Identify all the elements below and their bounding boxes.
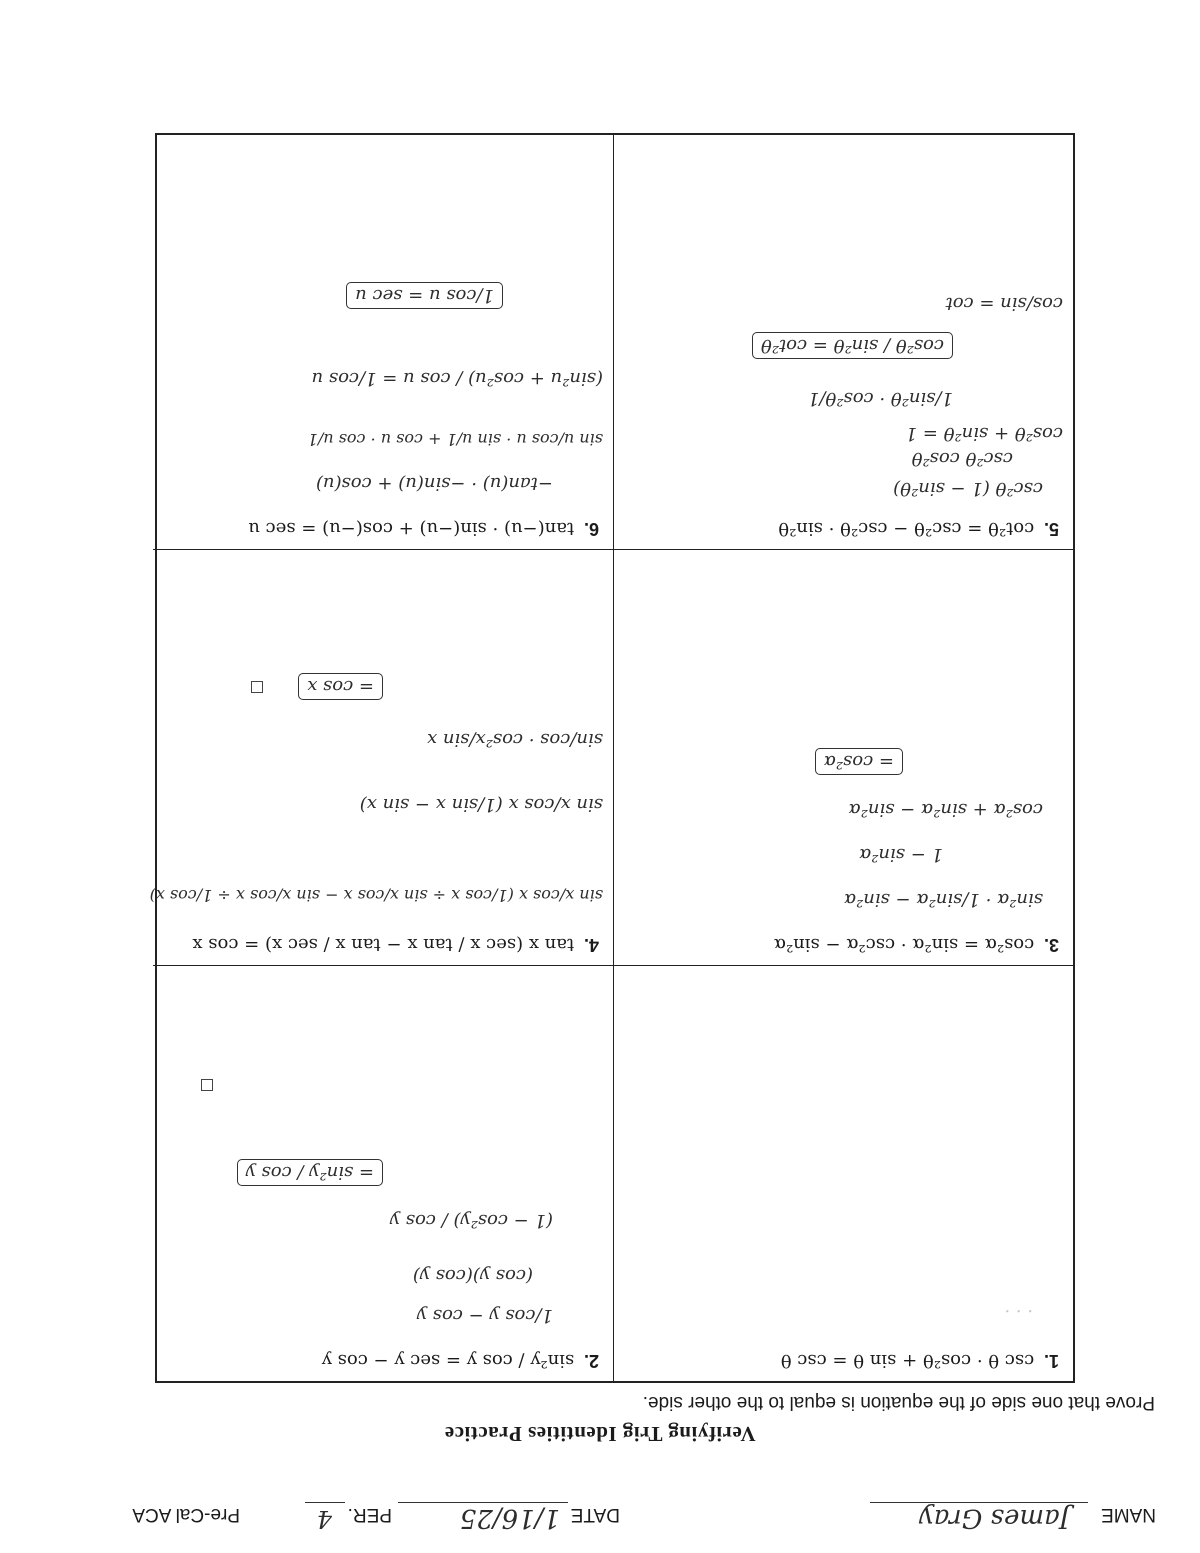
problem-5-work-step-6: cos/sin = cot <box>945 293 1063 314</box>
problem-3-cell <box>613 549 1073 965</box>
problem-5-number: 5. <box>1043 519 1059 539</box>
problem-1-statement <box>781 1350 1059 1371</box>
problem-4-number: 4. <box>583 935 599 955</box>
problem-5-equation: cot²θ = csc²θ − csc²θ · sin²θ <box>778 518 1035 539</box>
problem-6-statement <box>248 518 599 539</box>
problem-3-work-step-2: 1 − sin²α <box>859 844 943 865</box>
student-name: James Gray <box>919 1503 1070 1533</box>
problem-3-work-step-3: cos²α + sin²α − sin²α <box>848 799 1043 820</box>
name-label: NAME <box>1101 1504 1156 1525</box>
problem-3-final-answer: = cos²α <box>815 748 903 775</box>
problem-2-number: 2. <box>583 1351 599 1371</box>
problem-1-equation: csc θ · cos²θ + sin θ = csc θ <box>780 1350 1035 1371</box>
problem-5-final-answer: cos²θ / sin²θ = cot²θ <box>752 332 953 359</box>
problem-4-cell <box>149 549 613 965</box>
worksheet-title: Verifying Trig Identities Practice <box>444 1422 756 1446</box>
date-label: DATE <box>570 1504 620 1525</box>
problem-4-final-answer: = cos x <box>298 673 383 700</box>
problem-5-work-step-2: csc²θ cos²θ <box>911 448 1013 469</box>
problem-3-number: 3. <box>1043 935 1059 955</box>
problem-3-work-step-1: sin²α · 1/sin²α − sin²α <box>843 889 1043 910</box>
problem-2-work-step-1: 1/cos y − cos y <box>416 1305 553 1326</box>
qed-box-icon <box>201 1079 213 1091</box>
problem-4-work-step-2: sin x/cos x (1/sin x − sin x) <box>359 794 603 815</box>
problem-4-equation: tan x (sec x / tan x − tan x / sec x) = cos x <box>192 934 575 955</box>
problem-6-number: 6. <box>583 519 599 539</box>
problem-1-number: 1. <box>1043 1351 1059 1371</box>
problem-2-final-answer: = sin²y / cos y <box>237 1159 383 1186</box>
problem-5-work-step-3: cos²θ + sin²θ = 1 <box>905 423 1063 444</box>
problem-4-work-step-3: sin/cos · cos²x/sin x <box>426 729 603 750</box>
problem-2-cell <box>153 965 613 1381</box>
problem-grid <box>149 133 1075 1383</box>
problem-6-work-step-2: sin u/cos u · sin u/1 + cos u · cos u/1 <box>307 430 603 449</box>
problem-1-cell <box>613 965 1073 1381</box>
period-value: 4 <box>316 1505 332 1533</box>
problem-6-work-step-3: (sin²u + cos²u) / cos u = 1/cos u <box>311 368 603 389</box>
problem-3-statement <box>774 934 1059 955</box>
problem-1-erased-work: · · · <box>1004 1300 1033 1321</box>
course-name: Pre-Cal ACA <box>132 1504 240 1525</box>
period-underline <box>305 1502 345 1503</box>
problem-6-work-step-1: −tan(u) · −sin(u) + cos(u) <box>315 473 553 494</box>
problem-6-cell <box>153 135 613 549</box>
problem-2-work-step-2: (cos y)(cos y) <box>412 1265 533 1286</box>
problem-6-final-answer: 1/cos u = sec u <box>346 282 503 309</box>
problem-5-statement <box>778 518 1059 539</box>
period-label: PER. <box>347 1504 392 1525</box>
instructions: Prove that one side of the equation is equal to the other side. <box>642 1392 1155 1413</box>
problem-4-statement <box>192 934 599 955</box>
problem-4-work-step-1: sin x/cos x (1/cos x ÷ sin x/cos x − sin x/cos x ÷ 1/cos x) <box>149 886 603 905</box>
problem-2-statement <box>322 1350 599 1371</box>
qed-box-icon <box>251 681 263 693</box>
problem-5-work-step-1: csc²θ (1 − sin²θ) <box>893 478 1043 499</box>
problem-5-work-step-4: 1/sin²θ · cos²θ/1 <box>807 388 953 409</box>
problem-2-work-step-3: (1 − cos²y) / cos y <box>389 1210 553 1231</box>
problem-6-equation: tan(−u) · sin(−u) + cos(−u) = sec u <box>248 518 575 539</box>
problem-3-equation: cos²α = sin²α · csc²α − sin²α <box>773 934 1035 955</box>
problem-2-equation: sin²y / cos y = sec y − cos y <box>321 1350 575 1371</box>
date-value: 1/16/25 <box>459 1503 560 1533</box>
problem-5-cell <box>613 135 1073 549</box>
